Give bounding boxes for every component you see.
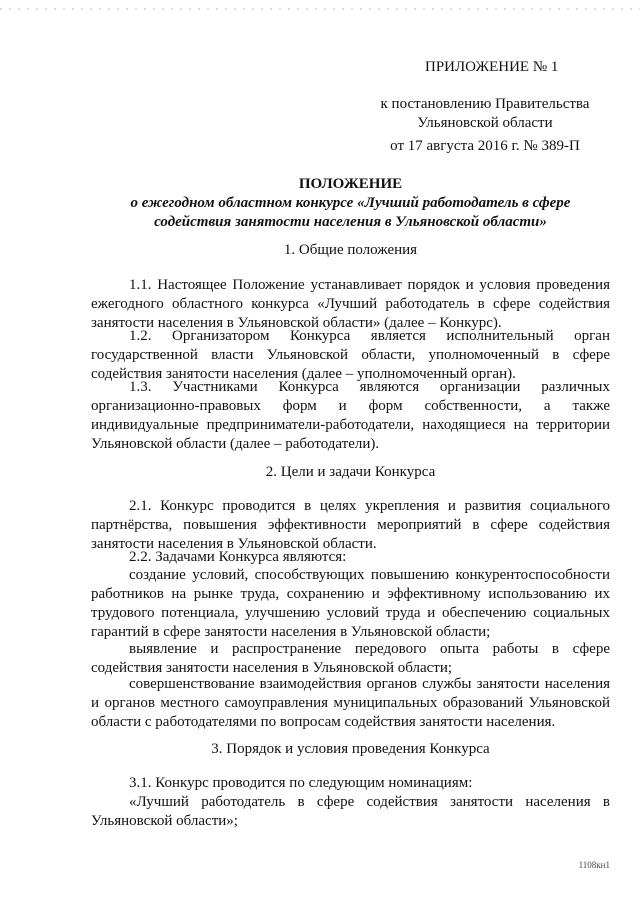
scan-artifact	[0, 8, 640, 10]
document-title: ПОЛОЖЕНИЕ	[298, 176, 403, 192]
resolution-line-2: Ульяновской области	[417, 115, 553, 131]
document-subtitle-2: содействия занятости населения в Ульяновской области»	[154, 214, 547, 230]
paragraph-3-2: «Лучший работодатель в сфере содействия занятости населения в Ульяновской области»;	[91, 794, 610, 829]
paragraph-1-3: 1.3. Участниками Конкурса являются организации различных организационно-правовых форм и форм собственности, а также индивидуальные предприниматели-работодатели, находящиеся на территории Ульяновской области (далее – работодатели).	[91, 379, 610, 452]
resolution-line-1: к постановлению Правительства	[380, 96, 590, 112]
section-1-title: 1. Общие положения	[283, 242, 418, 258]
paragraph-2-2: 2.2. Задачами Конкурса являются:	[129, 549, 347, 565]
document-code: 1108кн1	[578, 860, 610, 870]
section-3-title: 3. Порядок и условия проведения Конкурса	[211, 741, 490, 757]
section-2-title: 2. Цели и задачи Конкурса	[265, 464, 436, 480]
resolution-date: от 17 августа 2016 г. № 389-П	[390, 138, 580, 154]
paragraph-1-2: 1.2. Организатором Конкурса является исполнительный орган государственной власти Ульяновской области, уполномоченный в сфере содействия занятости населения (далее – уполномоченный орган).	[91, 328, 610, 382]
paragraph-2-4: выявление и распространение передового опыта работы в сфере содействия занятости населения в Ульяновской области;	[91, 641, 610, 676]
paragraph-1-1: 1.1. Настоящее Положение устанавливает порядок и условия проведения ежегодного областного конкурса «Лучший работодатель в сфере содействия занятости населения в Ульяновской области» (далее – Конкурс).	[91, 277, 610, 331]
paragraph-3-1: 3.1. Конкурс проводится по следующим номинациям:	[129, 775, 473, 791]
paragraph-2-3: создание условий, способствующих повышению конкурентоспособности работников на рынке труда, сохранению и эффективному использованию их трудового потенциала, улучшению условий труда и обеспечению социальных гарантий в сфере занятости населения в Ульяновской области;	[91, 567, 610, 640]
paragraph-2-5: совершенствование взаимодействия органов службы занятости населения и органов местного самоуправления муниципальных образований Ульяновской области с работодателями по вопросам содействия занятости населения.	[91, 676, 610, 730]
document-subtitle-1: о ежегодном областном конкурсе «Лучший работодатель в сфере	[130, 195, 571, 211]
appendix-label: ПРИЛОЖЕНИЕ № 1	[425, 59, 559, 75]
paragraph-2-1: 2.1. Конкурс проводится в целях укрепления и развития социального партнёрства, повышения эффективности мероприятий в сфере содействия занятости населения в Ульяновской области.	[91, 498, 610, 552]
